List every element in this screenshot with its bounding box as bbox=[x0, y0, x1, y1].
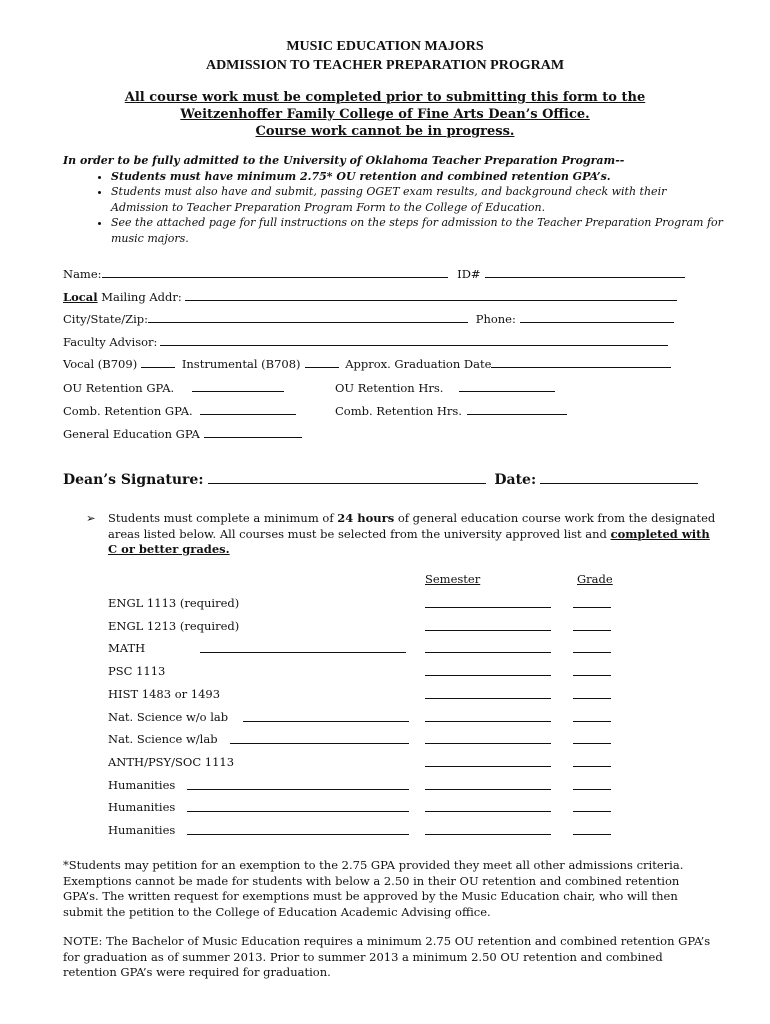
semester-input[interactable] bbox=[425, 607, 551, 608]
intro-bullet: • Students must have minimum 2.75* OU retention and combined retention GPA’s. bbox=[111, 169, 723, 185]
mailing-field[interactable] bbox=[63, 289, 677, 305]
course-label: Nat. Science w/lab bbox=[108, 732, 218, 747]
grade-input[interactable] bbox=[573, 652, 611, 653]
course-label: Humanities bbox=[108, 800, 176, 815]
gen-ed-gpa-label: General Education GPA bbox=[63, 427, 200, 441]
table-row bbox=[0, 778, 770, 796]
city-input[interactable] bbox=[148, 311, 468, 323]
semester-input[interactable] bbox=[425, 630, 551, 631]
notice-line-3: Course work cannot be in progress. bbox=[255, 124, 515, 139]
graduation-input[interactable] bbox=[491, 356, 671, 368]
notice-line-2: Weitzenhoffer Family College of Fine Arts Dean’s Office. bbox=[180, 107, 590, 122]
course-label: ENGL 1113 (required) bbox=[108, 596, 240, 610]
mailing-label: Mailing Addr: bbox=[97, 290, 182, 304]
graduation-label: Approx. Graduation Date bbox=[345, 357, 492, 371]
graduation-note: NOTE: The Bachelor of Music Education requires a minimum 2.75 OU retention and combined retention GPA’s for graduation as of summer 2013. Prior to summer 2013 a minimum 2.50 OU retention and combined retention GPA’s were required for graduation. bbox=[63, 934, 711, 979]
comb-gpa-field[interactable] bbox=[63, 403, 296, 419]
notice-line-1: All course work must be completed prior to submitting this form to the bbox=[124, 90, 646, 105]
city-label: City/State/Zip: bbox=[63, 312, 149, 326]
grade-input[interactable] bbox=[573, 789, 611, 790]
mailing-input[interactable] bbox=[185, 289, 677, 301]
comb-hrs-field[interactable] bbox=[335, 403, 567, 419]
course-label: HIST 1483 or 1493 bbox=[108, 686, 221, 701]
grade-input[interactable] bbox=[573, 834, 611, 835]
comb-hrs-label: Comb. Retention Hrs. bbox=[335, 404, 462, 418]
course-name-input[interactable] bbox=[230, 743, 409, 744]
semester-input[interactable] bbox=[425, 789, 551, 790]
table-row bbox=[0, 710, 770, 728]
grade-input[interactable] bbox=[573, 607, 611, 608]
ou-hrs-field[interactable] bbox=[335, 380, 555, 396]
ou-gpa-field[interactable] bbox=[63, 380, 284, 396]
grade-input[interactable] bbox=[573, 698, 611, 699]
grade-input[interactable] bbox=[573, 630, 611, 631]
comb-gpa-label: Comb. Retention GPA. bbox=[63, 404, 193, 418]
course-label: Nat. Science w/o lab bbox=[108, 709, 229, 724]
course-label: MATH bbox=[108, 641, 146, 656]
requirements-text-2: of general education course work from the designated areas listed below. All courses must be selected from the university approved list and bbox=[108, 511, 716, 541]
dean-signature-field[interactable] bbox=[63, 470, 698, 488]
requirements-hours: 24 hours bbox=[337, 511, 395, 525]
semester-input[interactable] bbox=[425, 721, 551, 722]
requirements-emphasis: completed with C or better grades. bbox=[108, 526, 710, 556]
semester-input[interactable] bbox=[425, 652, 551, 653]
admission-intro bbox=[63, 153, 723, 246]
grade-input[interactable] bbox=[573, 743, 611, 744]
exemption-footnote: *Students may petition for an exemption to the 2.75 GPA provided they meet all other admissions criteria. Exemptions cannot be made for students with below a 2.50 in their OU retention and combined retention GPA’s. The written request for exemptions must be approved by the Music Education chair, who will then submit the petition to the College of Education Academic Advising office. bbox=[63, 858, 684, 919]
comb-gpa-input[interactable] bbox=[200, 403, 296, 415]
intro-bullet: • Students must also have and submit, passing OGET exam results, and background check with their Admission to Teacher Preparation Program Form to the College of Education. bbox=[111, 184, 723, 215]
table-row bbox=[0, 687, 770, 705]
advisor-input[interactable] bbox=[160, 334, 668, 346]
table-row bbox=[0, 732, 770, 750]
grade-input[interactable] bbox=[573, 675, 611, 676]
ou-gpa-input[interactable] bbox=[192, 380, 284, 392]
arrow-bullet-icon: ➢ bbox=[86, 511, 96, 525]
course-name-input[interactable] bbox=[187, 834, 409, 835]
program-field[interactable] bbox=[63, 356, 671, 372]
ou-gpa-label: OU Retention GPA. bbox=[63, 381, 175, 395]
grade-input[interactable] bbox=[573, 811, 611, 812]
semester-input[interactable] bbox=[425, 834, 551, 835]
course-label: ENGL 1213 (required) bbox=[108, 618, 240, 633]
intro-lead: In order to be fully admitted to the University of Oklahoma Teacher Preparation Program-- bbox=[63, 154, 625, 167]
name-label: Name: bbox=[63, 267, 102, 281]
semester-input[interactable] bbox=[425, 675, 551, 676]
instrumental-input[interactable] bbox=[305, 356, 339, 368]
table-row bbox=[0, 823, 770, 841]
phone-input[interactable] bbox=[520, 311, 674, 323]
vocal-label: Vocal (B709) bbox=[63, 357, 138, 371]
advisor-field[interactable] bbox=[63, 334, 668, 350]
course-label: ANTH/PSY/SOC 1113 bbox=[108, 754, 235, 769]
semester-input[interactable] bbox=[425, 766, 551, 767]
semester-input[interactable] bbox=[425, 743, 551, 744]
table-row bbox=[0, 664, 770, 682]
title-line-1: MUSIC EDUCATION MAJORS bbox=[286, 39, 484, 54]
date-label: Date: bbox=[494, 472, 537, 488]
date-input[interactable] bbox=[540, 470, 698, 484]
requirements-block bbox=[86, 511, 716, 558]
city-field[interactable] bbox=[63, 311, 674, 327]
name-field[interactable] bbox=[63, 266, 685, 282]
course-name-input[interactable] bbox=[187, 811, 409, 812]
grade-input[interactable] bbox=[573, 766, 611, 767]
table-row bbox=[0, 800, 770, 818]
table-row bbox=[0, 619, 770, 637]
intro-bullets bbox=[63, 169, 723, 247]
course-label: Humanities bbox=[108, 777, 176, 792]
grade-input[interactable] bbox=[573, 721, 611, 722]
course-label: PSC 1113 bbox=[108, 664, 166, 679]
table-row bbox=[0, 596, 770, 614]
dean-signature-label: Dean’s Signature: bbox=[63, 472, 204, 488]
ou-hrs-label: OU Retention Hrs. bbox=[335, 381, 444, 395]
phone-label: Phone: bbox=[475, 312, 516, 326]
id-label: ID# bbox=[457, 267, 481, 281]
table-row bbox=[0, 755, 770, 773]
course-label: Humanities bbox=[108, 823, 176, 837]
gen-ed-gpa-field[interactable] bbox=[63, 426, 302, 442]
title-line-2: ADMISSION TO TEACHER PREPARATION PROGRAM bbox=[205, 58, 565, 73]
gen-ed-gpa-input[interactable] bbox=[204, 426, 302, 438]
advisor-label: Faculty Advisor: bbox=[63, 335, 158, 349]
vocal-input[interactable] bbox=[141, 356, 175, 368]
semester-input[interactable] bbox=[425, 811, 551, 812]
semester-header: Semester bbox=[425, 572, 481, 586]
comb-hrs-input[interactable] bbox=[467, 403, 567, 415]
requirements-text-1: Students must complete a minimum of bbox=[108, 511, 338, 525]
course-name-input[interactable] bbox=[243, 721, 409, 722]
course-name-input[interactable] bbox=[187, 789, 409, 790]
id-input[interactable] bbox=[485, 266, 685, 278]
ou-hrs-input[interactable] bbox=[459, 380, 555, 392]
name-input[interactable] bbox=[102, 266, 448, 278]
table-row bbox=[0, 641, 770, 659]
grade-header: Grade bbox=[577, 572, 613, 586]
local-label: Local bbox=[63, 290, 98, 304]
instrumental-label: Instrumental (B708) bbox=[181, 357, 301, 371]
dean-signature-input[interactable] bbox=[208, 470, 486, 484]
semester-input[interactable] bbox=[425, 698, 551, 699]
course-name-input[interactable] bbox=[200, 652, 406, 653]
intro-bullet: • See the attached page for full instructions on the steps for admission to the Teacher Preparation Program for music majors. bbox=[111, 215, 723, 246]
